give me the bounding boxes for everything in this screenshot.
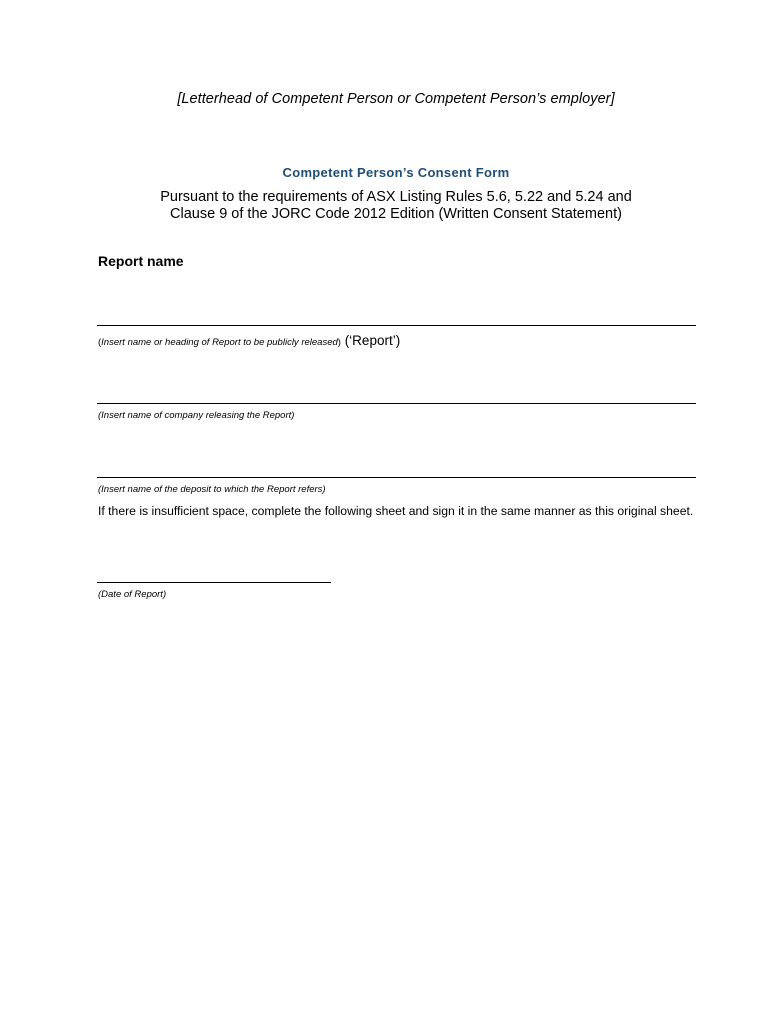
report-tag: (‘Report’) xyxy=(340,333,401,348)
date-of-report-caption: (Date of Report) xyxy=(98,589,167,600)
report-name-caption-open: ( xyxy=(98,337,102,348)
company-name-caption: (Insert name of company releasing the Report) xyxy=(98,410,295,421)
letterhead-placeholder: [Letterhead of Competent Person or Competent Person’s employer] xyxy=(177,91,615,107)
report-name-heading: Report name xyxy=(98,253,184,269)
report-name-caption xyxy=(98,333,400,348)
date-of-report-line[interactable] xyxy=(97,582,331,583)
deposit-name-caption: (Insert name of the deposit to which the Report refers) xyxy=(98,484,326,495)
form-title: Competent Person’s Consent Form xyxy=(282,165,510,180)
company-name-line[interactable] xyxy=(97,403,696,404)
subtitle-line-2: Clause 9 of the JORC Code 2012 Edition (Written Consent Statement) xyxy=(170,206,622,222)
insufficient-space-note: If there is insufficient space, complete the following sheet and sign it in the same manner as this original sheet. xyxy=(98,504,694,518)
report-name-caption-close: ) xyxy=(337,337,341,348)
subtitle-line-1: Pursuant to the requirements of ASX Listing Rules 5.6, 5.22 and 5.24 and xyxy=(160,189,632,205)
report-name-line[interactable] xyxy=(97,325,696,326)
deposit-name-line[interactable] xyxy=(97,477,696,478)
report-name-caption-text: Insert name or heading of Report to be publicly released xyxy=(101,337,338,348)
form-subtitle xyxy=(0,189,768,223)
